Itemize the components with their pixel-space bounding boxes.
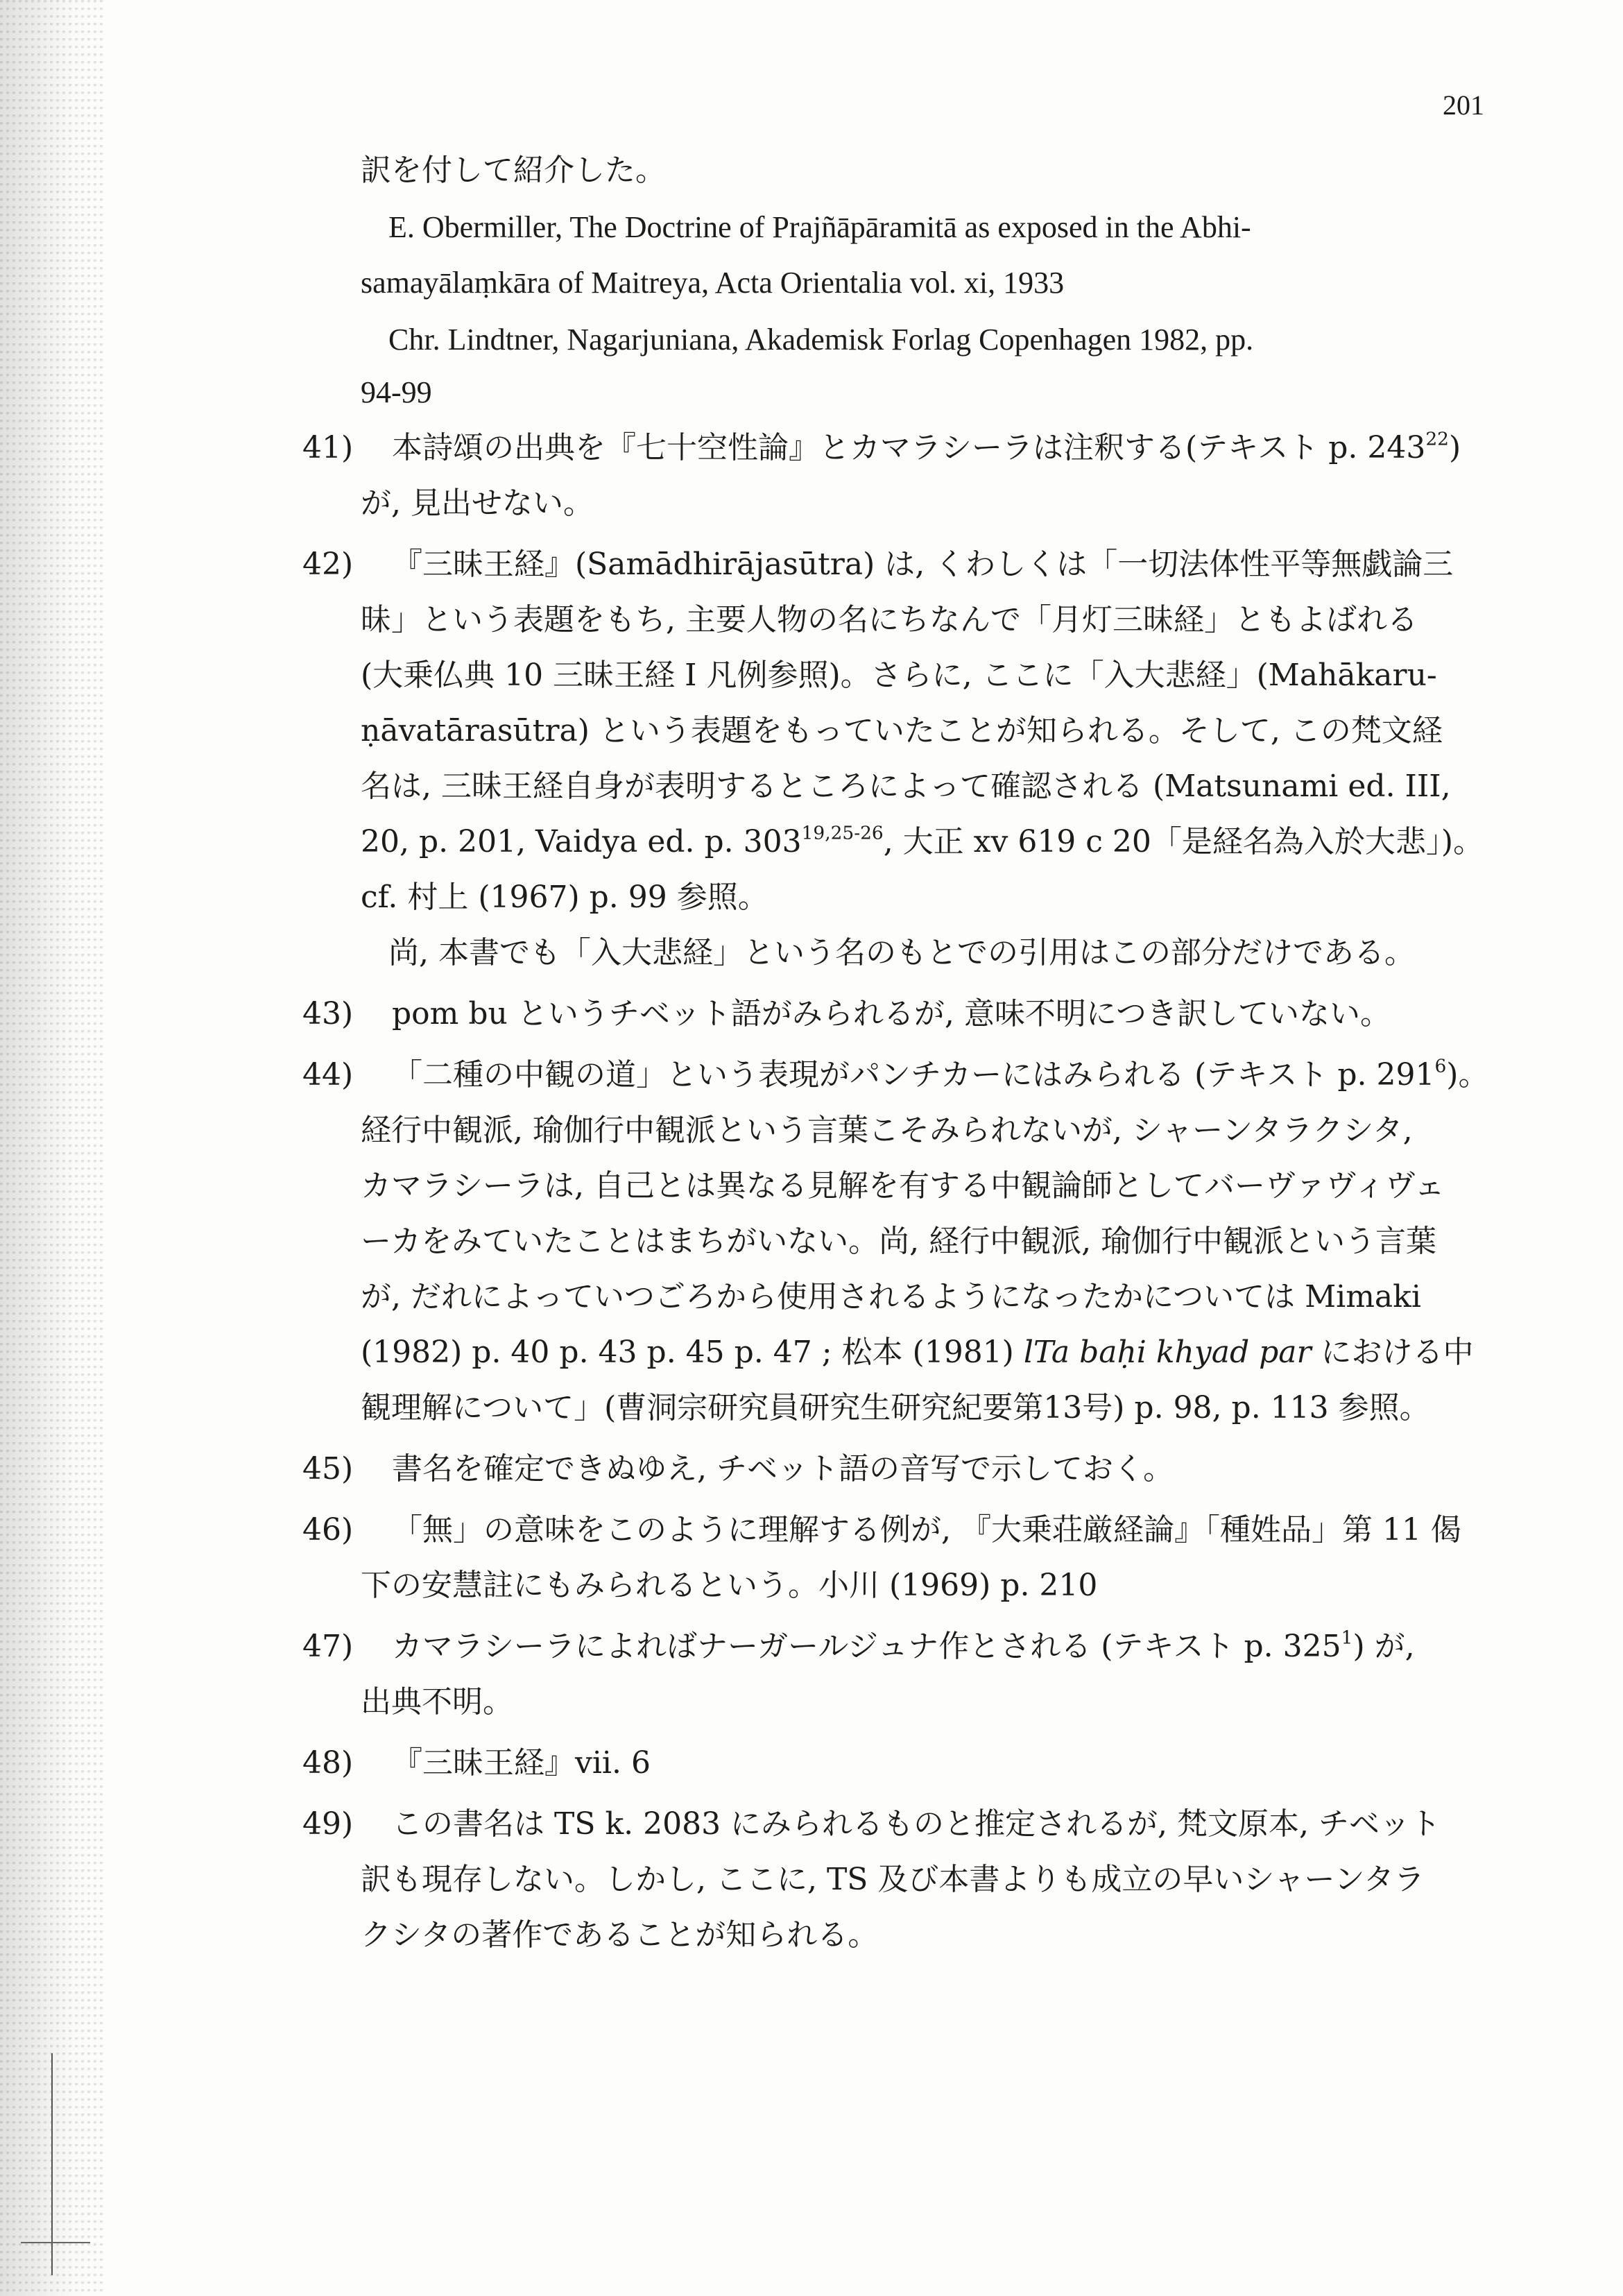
superscript-ref: 22 — [1425, 428, 1449, 450]
note-text: 『三昧王経』(Samādhirājasūtra) は, くわしくは「一切法体性平等無戯論三 — [392, 547, 1454, 582]
page-number: 201 — [1443, 89, 1484, 121]
note-line — [392, 1742, 651, 1784]
superscript-ref: 6 — [1434, 1055, 1447, 1077]
note-text: pom bu というチベット語がみられるが, 意味不明につき訳していない。 — [392, 996, 1391, 1031]
note-number: 41) — [302, 430, 354, 465]
note-text: 経行中観派, 瑜伽行中観派という言葉こそみられないが, シャーンタラクシタ, — [361, 1113, 1413, 1148]
note-text: 名は, 三昧王経自身が表明するところによって確認される (Matsunami ed. III, — [361, 769, 1451, 804]
note-text: 本詩頌の出典を『七十空性論』とカマラシーラは注釈する(テキスト p. 243 — [392, 430, 1426, 465]
note-number: 45) — [302, 1451, 354, 1487]
note-text: クシタの著作であることが知られる。 — [361, 1917, 879, 1953]
note-number: 47) — [302, 1629, 354, 1664]
note-text: 書名を確定できぬゆえ, チベット語の音写で示しておく。 — [392, 1451, 1174, 1487]
reference-lindtner: Chr. Lindtner, Nagarjuniana, Akademisk Forlag Copenhagen 1982, pp. — [388, 323, 1254, 357]
note-number: 49) — [302, 1806, 354, 1842]
reference-obermiller: E. Obermiller, The Doctrine of Prajñāpāramitā as exposed in the Abhi- — [388, 210, 1251, 244]
note-text: (1982) p. 40 p. 43 p. 45 p. 47 ; 松本 (1981) — [361, 1335, 1024, 1370]
note-line — [361, 1565, 1097, 1607]
note-line — [392, 1804, 1441, 1845]
note-line — [361, 483, 594, 524]
note-line — [361, 1681, 513, 1723]
note-line — [361, 877, 768, 918]
note-text: 昧」という表題をもち, 主要人物の名にちなんで「月灯三昧経」ともよばれる — [361, 602, 1418, 637]
note-line — [361, 1914, 878, 1956]
scan-edge-base — [21, 2242, 90, 2243]
note-line — [392, 1054, 1488, 1096]
note-text: この書名は TS k. 2083 にみられるものと推定されるが, 梵文原本, チベット — [392, 1806, 1441, 1842]
note-text: 「無」の意味をこのように理解する例が, 『大乗荘厳経論』「種姓品」第 11 偈 — [392, 1512, 1461, 1548]
note-number: 42) — [302, 547, 354, 582]
scan-binding-edge — [0, 0, 104, 2296]
note-line — [361, 1387, 1430, 1429]
note-text: 『三昧王経』vii. 6 — [392, 1745, 651, 1781]
note-line — [392, 544, 1453, 585]
note-number: 43) — [302, 996, 354, 1031]
note-text: (大乗仏典 10 三昧王経 I 凡例参照)。さらに, ここに「入大悲経」(Mahākaru- — [361, 658, 1437, 693]
note-number: 44) — [302, 1057, 354, 1093]
note-text: 下の安慧註にもみられるという。小川 (1969) p. 210 — [361, 1568, 1098, 1603]
note-line — [361, 1110, 1413, 1151]
note-text: ṇāvatārasūtra) という表題をもっていたことが知られる。そして, この梵文経 — [361, 713, 1443, 748]
note-text: が, だれによっていつごろから使用されるようになったかについては Mimaki — [361, 1279, 1421, 1314]
superscript-ref: 19,25-26 — [801, 822, 884, 844]
superscript-ref: 1 — [1341, 1627, 1353, 1649]
note-line — [361, 655, 1437, 696]
note-line — [361, 1221, 1436, 1262]
italic-title: lTa baḥi khyad par — [1023, 1335, 1312, 1370]
note-text: ーカをみていたことはまちがいない。尚, 経行中観派, 瑜伽行中観派という言葉 — [361, 1224, 1437, 1259]
note-line — [392, 427, 1461, 469]
note-text: 訳も現存しない。しかし, ここに, TS 及び本書よりも成立の早いシャーンタラ — [361, 1862, 1425, 1897]
note-text-tail: )。 — [1446, 1057, 1489, 1093]
note-line — [361, 599, 1418, 641]
note-line — [392, 1448, 1174, 1490]
note-line — [361, 1332, 1474, 1373]
note-line — [361, 821, 1484, 863]
note-line — [361, 710, 1443, 752]
note-line — [361, 1165, 1445, 1207]
note-number: 48) — [302, 1745, 354, 1781]
note-text: が, 見出せない。 — [361, 486, 594, 521]
note-text: 「二種の中観の道」という表現がパンチカーにはみられる (テキスト p. 291 — [392, 1057, 1435, 1093]
note-line — [361, 1276, 1421, 1318]
note-line — [392, 1626, 1415, 1668]
note-line — [388, 932, 1415, 974]
note-number: 46) — [302, 1512, 354, 1548]
note-text-tail: ) — [1448, 430, 1461, 465]
note-line — [361, 766, 1451, 807]
note-text: 尚, 本書でも「入大悲経」という名のもとでの引用はこの部分だけである。 — [388, 935, 1415, 970]
note-text: cf. 村上 (1967) p. 99 参照。 — [361, 880, 768, 915]
intro-line: 訳を付して紹介した。 — [361, 153, 666, 188]
note-text: 20, p. 201, Vaidya ed. p. 303 — [361, 824, 802, 859]
reference-obermiller-cont: samayālaṃkāra of Maitreya, Acta Orientalia vol. xi, 1933 — [361, 266, 1065, 300]
reference-lindtner-cont: 94-99 — [361, 375, 432, 409]
note-line — [392, 993, 1391, 1035]
note-text: 出典不明。 — [361, 1684, 513, 1720]
note-text: 観理解について」(曹洞宗研究員研究生研究紀要第13号) p. 98, p. 113 参照。 — [361, 1390, 1430, 1425]
note-line — [392, 1509, 1461, 1551]
note-text-tail: ) が, — [1352, 1629, 1415, 1664]
note-line — [361, 1859, 1425, 1901]
note-text: カマラシーラは, 自己とは異なる見解を有する中観論師としてバーヴァヴィヴェ — [361, 1168, 1445, 1203]
note-text: カマラシーラによればナーガールジュナ作とされる (テキスト p. 325 — [392, 1629, 1341, 1664]
note-text-tail: , 大正 xv 619 c 20「是経名為入於大悲」)。 — [883, 824, 1484, 859]
note-text-tail: における中 — [1311, 1335, 1474, 1370]
